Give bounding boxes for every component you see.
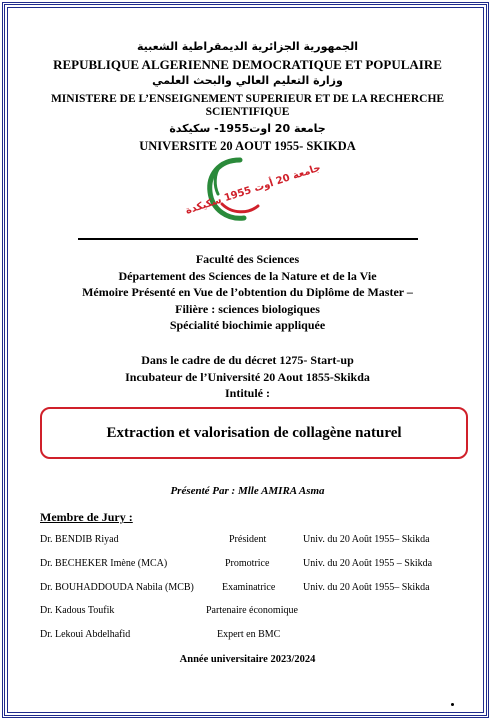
logo-green-inner-arc: [215, 166, 220, 194]
jury-row: [0, 605, 495, 619]
jury-member-name: Dr. Lekoui Abdelhafid: [40, 629, 131, 640]
jury-member-name: Dr. BENDIB Riyad: [40, 534, 119, 545]
university-logo-icon: [184, 152, 323, 227]
logo-red-swoosh: [222, 204, 258, 212]
thesis-purpose: Mémoire Présenté en Vue de l’obtention du Diplôme de Master –: [82, 285, 413, 299]
jury-member-university: Univ. du 20 Août 1955– Skikda: [303, 582, 430, 593]
jury-row: [0, 558, 495, 572]
jury-title: Membre de Jury :: [40, 510, 133, 524]
jury-member-name: Dr. BOUHADDOUDA Nabila (MCB): [40, 582, 194, 593]
jury-member-role: Examinatrice: [222, 582, 276, 593]
faculty-block: [0, 251, 495, 334]
header-french-ministry: MINISTERE DE L’ENSEIGNEMENT SUPERIEUR ET DE LA RECHERCHE SCIENTIFIQUE: [50, 93, 445, 118]
header-french-university: UNIVERSITE 20 AOUT 1955- SKIKDA: [139, 139, 356, 153]
jury-row: [0, 629, 495, 643]
title-label: Intitulé :: [225, 386, 270, 400]
department-name: Département des Sciences de la Nature et de la Vie: [118, 268, 377, 283]
incubator-line: Incubateur de l’Université 20 Aout 1855-Skikda: [125, 369, 370, 384]
faculty-name: Faculté des Sciences: [195, 252, 300, 266]
presented-by: Présenté Par : Mlle AMIRA Asma: [170, 485, 325, 497]
academic-year: Année universitaire 2023/2024: [179, 654, 316, 665]
specialty: Spécialité biochimie appliquée: [169, 318, 326, 332]
jury-row: [0, 534, 495, 548]
field-of-study: Filière : sciences biologiques: [175, 301, 320, 316]
context-block: [0, 352, 495, 402]
jury-member-university: Univ. du 20 Août 1955 – Skikda: [303, 558, 433, 569]
header-divider: [78, 238, 418, 240]
jury-member-role: Expert en BMC: [217, 629, 281, 640]
thesis-title: Extraction et valorisation de collagène naturel: [106, 424, 402, 441]
jury-row: [0, 582, 495, 596]
header-arabic-ministry: وزارة التعليم العالي والبحث العلمي: [152, 74, 343, 87]
logo-text: جامعة 20 أوت 1955 سكيكدة: [184, 162, 323, 217]
jury-member-role: Partenaire économique: [206, 605, 298, 616]
header-arabic-university: جامعة 20 اوت1955- سكيكدة: [169, 122, 326, 135]
jury-member-university: Univ. du 20 Août 1955– Skikda: [303, 534, 430, 545]
jury-member-role: Promotrice: [225, 558, 270, 569]
page-mark: [451, 703, 454, 706]
thesis-title-box: [40, 407, 468, 459]
jury-member-name: Dr. Kadous Toufik: [40, 605, 115, 616]
header-arabic-republic: الجمهورية الجزائرية الديمقراطية الشعبية: [137, 40, 358, 53]
jury-member-name: Dr. BECHEKER Imène (MCA): [40, 558, 168, 569]
header-french-republic: REPUBLIQUE ALGERIENNE DEMOCRATIQUE ET POPULAIRE: [53, 57, 442, 72]
university-logo: [184, 152, 323, 227]
decree-line: Dans le cadre de du décret 1275- Start-up: [141, 353, 354, 367]
jury-member-role: Président: [229, 534, 267, 545]
